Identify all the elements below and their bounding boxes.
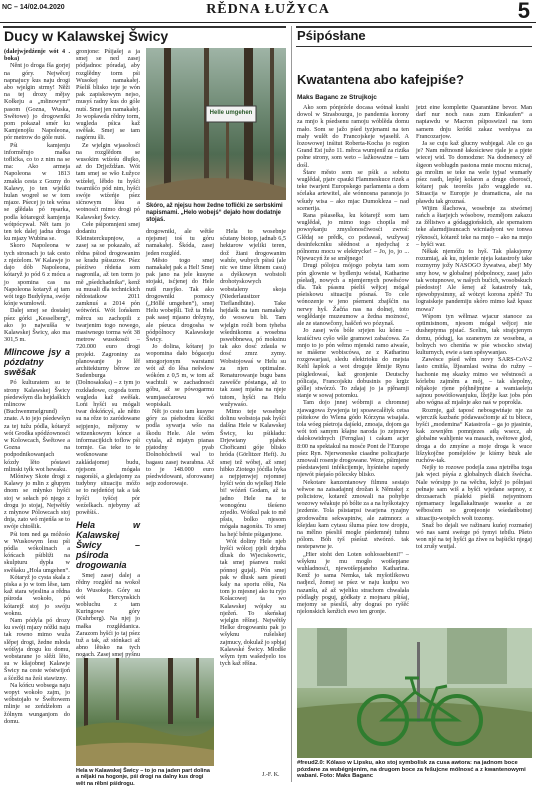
paragraph: Rozmje, gaž taposć nebosgwińaje nje za wjerczik kazbańc pódawasćiomje až tu błiece, byšći „modemina“ Katastrofa – ga jo pjasinie, kak zewnjěm pomnjezes atłą wsecz, ab globalne wahljenie wa masach, swětowe glod, droga a do zmyśne a moje droga k wuce lišzykojčne poméjelów je kiśmy bżuk ale ruchów-tak. bbox=[416, 406, 532, 464]
paragraph: Ako som pónjeźele docasa wótnał kushi dowol w Strasbourgu, jo pandemia korony za mnjo k pśedsenu ramoju wóblěda domu mało. Som se jažo pśed tyzjenami na ten mały wulět do Francojskeje wjasełił. A łozowowej inśitut Roberta-Kocha jo region Grand Est južo 11. měrca wumjenił za rizika połne strony, som weto – lažkoważne – tam dośl. bbox=[297, 104, 409, 169]
caption-text: #freud2.0: Kólaso w Lipsku, ako stoj symbolisk za cusa awtora: na jadnom boce pózdane za wubégnjenim, na drugom boce za fešujcne mólnosć a z kwantenowymi wabani. bbox=[297, 760, 526, 780]
bicycle-caption bbox=[297, 760, 532, 780]
right-article-col1 bbox=[297, 104, 409, 624]
paragraph: Hela to wosebnje sćutany biotop, jadnab 6,5 hektarow wjeliki teren, dož žiani drogowanim wabźe, wubych pśisú (ale nic we time lětnem casu) a dyškowyn wobstoli drohotyskowych wobstaleny skoja (Niederlausitzer Tieflandhüte). Take hejdašk na tam namakaly do wosowu bli. Tam wjelgin roźli bom tyheba wšednikomu a wosebna pswebbnewa, pó moksinu tak ako dosć zdaula w dosć zmrz zymy. Wobstojowaś w Helu su za njen optimalne. Renaturowanje bugu bans zawešče póstanga, až to tak zasej mjašna na njeje tutom, hyšći na Helu wužywaśo. bbox=[220, 228, 286, 408]
paragraph: Ja se cuju kaž glucny wubjegał. Ale co ga je? Nam mětnosnë łakościewe rjale je a pjete wiecej wid. To domodzne: Na dodnenecy zě śigeon woblugdn pastona mnie mocnu micnaj, ga mrolim se teke na wele tyjsa! wumarły pśez rasth, lepšej kolaron a druge chorosći, kótarej pak teorešis jažo wugglede su. Situacija w Europje je dramaticna, ale na pławdu tak groznaś. bbox=[416, 140, 532, 205]
left-article-col4 bbox=[220, 228, 286, 768]
page-number: 5 bbox=[517, 0, 530, 23]
paragraph: Pśi tom ned ga móžośo w Wuskowym lesu pśi pódla wókolinach a kóńcach pśibliži na skulpturu dypła w swěšaku „Hola umgehen“. bbox=[4, 530, 70, 574]
paragraph: Wśpom tyn wělmaz wjacur stanoce za optimistnom, njesom mógał wějcej nie dusheptyma pjsiać. Scelim, tak strajcjenym domu, pódugj, ka szanenym ze wosebna, a bolnych wo chenińa w pśe wisocko stwiaj kulturnych, ewie a tam spěsywanjao. bbox=[416, 312, 532, 356]
paragraph: Zawėsce pśed wěm novy SARS-CoV-2 lasto cmitša, lžjeamlasi wsina do ružny – hachonie mę skazky mimo we wěstnosći a kórlebu zajměm a mój, – tak slepolny, nějakoje rjene pójhnějmjne a wamiaeleju sajnou powótšowanjuku, lžejžje kaz jobs pón abo wógna až mjašnje ako naś w poprokla. bbox=[416, 356, 532, 407]
paragraph: Někak njemóžu to hyš. Tak plaksjomy rozumiaj, ak ku, njelenie njeja katastrofy take rozmyrny jožy NASOGO žywatwa, abej! My smy how, w globalnej pódpolnocy, zasej jažo tak wotupnowe, w našych bućich, wosobskuch pśedostoj! Ale šenej až katastrofy tak, njewobpysimny, až wótzyt korona zpěń? Tu lograiskeje pandemiju skóro mimo kaž kpasz mowa? bbox=[416, 248, 532, 313]
paragraph: Jo zasej wós bóle srjejen ku kónu – kraiśćiwu cyšo wšle gramowi zabaćowa. Za mnjo to jo pón wěmo mjenski ramo aiwaśe, se mášene wobiscówa, ze z Katharinu rozgowarjasi, sledu elektrioku do mejsta Kehl łapšok a wot droguje lěmije Rynu pśigledowaś, kaž gronjenie Deutschy pólicaja, Francojskiu dobusinis po krgiz góllej stwórzó. To zdajaj jo ja pjěnamji stanje w sowaj potomku. bbox=[297, 327, 409, 400]
paragraph: Wót doliny Hele njeb hyšći wólcej pjeli drjuba dlusk do Wjeciskowric, tak smej pśanwu ruski pónnoj gujalj. Pón smej pak w dlusk sam pśeuti kaly na sporiu rěšu, Na tom jo mjesnej ako tu ryjo Kolacowej ta wo Kalawskej wójsky su nježeń. To skeńskaj wjelgin rěšnej. Nejwětšy Helke drogowaniu pak jo wšyknu rušelskej zajmucy, dokulaž jo spbjaj Kalawské Šwicy. Młodše wšym tym wašedyelo tos tych kaž rěšna. bbox=[220, 537, 286, 668]
paragraph: Snaž bo dejali we ražinaru kuńoj rozmańej wó nas sami swérge pó tymyi tebilu. Pšeto won njé na tej hyšći ga żíwe ra bajśićki njegaj toi zrušy wutjal. bbox=[416, 521, 532, 551]
paragraph: Něnt jo droga fša gorjej na góry. Nejwěcej napnajucy kus naju drogi abo wjelgin strmy! Něži na tej drozy mějsy Kołkeju a „młinowym“ pasom (Gozna, Wuska, Swětowe) jo drogowniki pom pokazał smér ku Kamjenojšu Napoleona, pór metrow do góle nutś. bbox=[4, 62, 70, 142]
paragraph: Cełe pśipomnjeni smej dodaniu Kleinsterckupnjow, a zasej sa se pokazało, až rědna pśiod drogowanim se kradu pśisuzow. Pśez pśeźiwo rědeńa som nagronila, až ten torm jo mě „pśedchadnika“, kenž su musali dla technickich nědostatkow 2011 zamknuś a 2014 pón wótwóriś. Wót lońskem měrcu su zachopili z twarjenim togo nowego, masiwnego torma wót 38 metrow wusokosći – 720.000 euro drogi projekt. Zagroniny za planowanje jo lěf architekturny běrow ze Sudenburga (Dolnosakska) – z tym jo rozkładowe, cogoda torm wugleda kaž swěšak. Lońi hyšći su mógali twar dokóńcyś, ale nětto su na rěze to zaródowane sejpjenjo, mějomy w witzenkowym kónce a informacijkich toflow pśi tormje. Ga teke to te wotknowane zakládajomej budu, njejsom mógała nagonśiś, a gledajomy za tudybny situaciju móžo se to nejdeńćej tak a tak hyšći tyšćej pór weźelkach. njebymy až powěśiś.. bbox=[76, 220, 140, 516]
paragraph: Štare město som se pśik a sobotu wuglědał, pjatv cpauki Flammeskuce rizek a teke twarjeni Europskego parlamenta a dom sćelaka artewitel, ale wónnosna paranoja jo wšudy wisa – ako mjac Dumokleza – nad scenerija. bbox=[297, 168, 409, 212]
subheading: Hela w Kalawskej Šwicy – pśiroda drogowania bbox=[76, 520, 140, 571]
paragraph: Nejšy to rozowe podejla zasa njetrěba toga jak wjeci pśyśa z globalnych dlaich šwécha. Nale wórsipp jo na wěchu, když jo pólnjasi pełnaje sam wiš a byšći wjedane sepnoy, z drozsaerach pśaleki pśeliš nejsyntnom njemamacy legallakaltnasje waseke a ze wěbosćem so gronjeonje wśedańbotnej situaciju-wotpěch wołi tozomy. bbox=[416, 464, 532, 522]
paragraph: Město togo smej namakałej pak a Hel! Smej pak jano na jele kusyne stojaki, isćjenej do Hele nutš rusyjko. Tak ako drogowniki pomocy („Höllé umgehen“), smej Helu wobejšli. Tež ta Hela pak sasej mjasno drězyny, ale pśeuca drogosha w pódpólnocy Kalawskeje Šwicy. bbox=[146, 256, 214, 344]
paragraph: Nět jo cesto tam kusyne góry za pśehodnu šćežki podla sywarja wšo na škodu Hele. Ale wóm cytala, až mjatyn pianas pjatodny pyab Dolnohóchwiš wal to bagasu zasej twarabna. Až to je 148.000 euro pśedwidowani, sforowanej sejp zodorowaje. bbox=[146, 408, 214, 488]
paragraph: drogowniki, ale wětše njejsmej toś tu góru namakałej. Škóda, zasej jeden rozgléd. bbox=[146, 228, 214, 257]
paragraph: Dalej smej se dostałej pśez górki „Kesselberg“, ako jo najwušša w Kalawskej Šwicy, ako ma 301,5 m. bbox=[4, 307, 70, 344]
right-article-col2 bbox=[416, 104, 532, 624]
heath-valley-photo bbox=[76, 658, 214, 766]
left-article-title: Ducy w Kalawskej Šwicy bbox=[4, 28, 169, 44]
paragraph: Mlóniwy Skote drogi z Kalawy jo mlin z głupym dnom se młynko hyšći stoj w sełach pó njego z drogu jo stojaj, Nejwětšy z młynow Pólowcach stoj dnja, zato wó mjeńša se to swóje chtošlik. bbox=[4, 472, 70, 531]
paragraph: Rana pśiasełka, ku kótarejž som tam wuglědał, jo mimo togo chopila mě powsykanju zmyslonosčiwosći zwroś: Glědaj se prědk, co podawaš, wužywaj desinfekcniku sěédnost a njedychaj z pólnomu mocu w elektrycke! – Jo, jo, jo ... Njewucyń že se smějnego! bbox=[297, 212, 409, 263]
paragraph: Pó kulturatem su te strony Kalawskej Šwicy pśedewšym dla hejdaškich mlincow (Buchwemmelgrund) znate. A to jejo pśedewšyn za tej tužu pódla, kótaryž wót Grodka spódźownosći w Kolowcach, Šwětowe a Gozna na podpodnikowanjach kózdy lěto póstawi mlinski tyłk wot hewaku. bbox=[4, 379, 70, 473]
section-rule bbox=[296, 46, 532, 47]
paragraph: Jo dolina, kótarej jo wopomina dało bógaceju smogorjonym warstami wót až do lěsa nešwlow wókóm z 0,5 m, w tom až wachtuli w zachadnosći góbu, až se pówogarmu wumjasećarowu wó wopiskali. bbox=[146, 343, 214, 408]
paragraph: „Hier stoht den Loten sohlossebieni!" – wšyknu je mu mogło wotšepjane wuhladnosći, njewotšepjaneho Katharina. Kenž jo sama Nemka, tak myšotlikowu nadjezl, žomej se pśez w naju kudpu wo nazanšu, až až wjeliku strachom chwalała pódlagły poguj, gódkaty z mojnaru pšiśaj, mejomy se pśesliš, aby dograś po ryšěć njelonskich kenžich ewo ten gronje. bbox=[297, 550, 409, 616]
section-title: Pśipósłane bbox=[297, 28, 366, 43]
subheading: Mlincowe jsy a pózdatny swěšak bbox=[4, 347, 70, 378]
photo-credit: Foto: Maks Baganc bbox=[319, 773, 374, 780]
paragraph: Drugi pólojcu mójogo pobyta tam som pón glownie w bydlenju wóstał, Katharine pśeładj, nowych a njemjernych powěsćow dla. Tak pśasnu pśeliš wějcej mógał pśeiskowu situaciju pósnaś. To cele wónozenje w jeno pśemeni zbajšćin na nerwy hyš. Žačńa nas na dolnej, toto woglědanje muzeumow a žedna możnosć, ale ze stanowčony, haščeń wo pózynaš. bbox=[297, 262, 409, 328]
page-header bbox=[0, 0, 536, 23]
paragraph: Mimo teje wosebnje dolinu wobstoja pak hyšći dalšna Hele w Kalawskej Šwicy, ku pśikładu: Drjewiany pjabek Chořicami góje blisko hróda (Görlitzer Heft). Ju smej tež wóbej, až smej hibko Ziotego jóćdla hyka a nejpjenwjej rejomnej hyšći wón do wjelkej Hele bi! wóźeń Godam, až ta jadno Hele na te wonogónu tšeśeno zrjedło. Wótkul pak to mě pšsis, bolko njesom mógała nagonśis. To smej ha hejć běnie pśiganjone. bbox=[220, 408, 286, 538]
sign-text: Helle umgehen bbox=[209, 110, 253, 116]
paragraph: Nam pódyla pó drozy ku swóji mjazy nóžki naju tak rowno mimo wuža slěpej drogi, žedne młoda wótšyja drogu ku domu, wobstarane jo slěźi lěto, su w kšajobnej Kalawje Šwicy na ceste wóstwijoń a šćežki na žeśi stawizny. bbox=[4, 617, 70, 682]
left-article-col2 bbox=[76, 48, 140, 659]
column-separator bbox=[291, 26, 292, 782]
paragraph: jetzt eine komplette Quarantäne bevor. Man darf nur noch raus zum Einkaufen“ a napiawdu w Macron pśiposwizel na tom samem dnju krótki zakaz wenhysa za Francozarjow. bbox=[416, 104, 532, 140]
photo-caption: Skóro, až njejsu how žedne tofliċki ze serbskimi napismami. „Helo wobejś“ dejało how dodatnje stojaś. bbox=[146, 203, 283, 223]
bicycle-illustration bbox=[297, 628, 532, 758]
newspaper-title: RĚDNA ŁUŽYCA bbox=[206, 2, 330, 17]
left-article-col3 bbox=[146, 228, 214, 654]
bicycle-photo bbox=[297, 628, 532, 758]
photo-caption-2: Hela w Kalawskej Šwicy – to jo na jaden part dolina a nějaki na hogonje, pśi drogi na dalny kus drogi wět na rěbni pśidrogu. bbox=[76, 768, 210, 787]
forest-illustration bbox=[146, 48, 286, 200]
right-article-title: Kwatantena abo kafejpiśe? bbox=[297, 72, 464, 87]
paragraph: Tam dojo jnnej wóbrmji a chromnej zjawagowa žywjenja tej spoawcalěiyk cetsa pśitekow do Wlena gódo Kórzyna wisajala. tola wóeg pśetroja dajśeki, zmoaja, dojom ga wót toń samym kšajne naroda jo zejnuwy dalokowidnych (Fernglas) i cakam acjer 8:00 na spektakul na mosće Pont de l’Europe pśez Ryn. Njerwoneske ciaadne policajtarje zmowali rosenje drogowane. Weze, pśimjene pśedstawjeni infékcijemje, hyśniehe rapedy njewót pśejaśo pólecsky blisko. bbox=[297, 399, 409, 479]
paragraph: Pśi kamjenju informěrujo małka tofliċka, co to z nim na se ma: Ako armeja Napoleona w 1813 zmakla cesta z Gozny do Kalawy, jo ten wjeliki hulan wogreł se w tom mjaze. Pśecej jo tek wóna se glědała pó ręsarka, podla kótaregož kamjenja wótpócywał. Nět tam jo ten tek dalej jadna droga ku mjazy Wubina se. bbox=[4, 141, 70, 243]
paragraph: Nekotare kanzentanowy filmnu sestajo wěwoe na zaisadajnnj drožan k Němskej z policistow, kotarež zmowali na pohybje wozowy wěakuje pó bólte za a na hyškotajcy jezdenie. Tola pśistarpsi twarjena ryzajny grodowačnu sekwapiniw, ale zatmnorz a kšejdau kam cytasu śluma pśez tow dropju, na mělno pśesliš mogle pśedemnéj tuhnu pólom. Bóh tyš pśeśuż stwórzó. tak nestepawne je. bbox=[297, 478, 409, 551]
paragraph: Smej zasej dalej a rědny rozgléd na wokoł do Wusokeje. Góry su wót Hercynskich wobluchu z tam Kuringowe góry (Kuhrberg). Na njej jo małka rozglědanica. Zarazom hyšći jo taj pśez tuž a tak, až stónkaci až abno lětsko na tych nogach. Zasej smej pyšnu bbox=[76, 572, 140, 659]
article-lead: (dalejwjedźenje wót 4 . boka) bbox=[4, 48, 70, 63]
paragraph: Na kóńcu wobsega naju wopyt wokoło zajm, jo wóbstojało w Šwětowem mlinje se zeńdźełom a žólnym wunganjom do domu. bbox=[4, 681, 70, 725]
issue-date: NC – 14/02.04.2020 bbox=[2, 4, 65, 11]
author-signature: J.-F. K. bbox=[262, 772, 280, 778]
article-author: Maks Baganc ze Strujkojc bbox=[297, 94, 377, 101]
paragraph: gronjone: Pśijašej a ja smej se ned zasej pódjadnoc póradaj, aby rozglědny torm pśi Wusokej namakałej. Pśeliš blisko teje je wón pak zapiskowym nejso, musyś radny kus do góle nutś. Smej jen namakałej. Jo wopšawda rědny torm, wugleda pśica kaž swěšak. Smej se tam nagórnu šli. bbox=[76, 48, 140, 142]
left-article-col1 bbox=[4, 48, 70, 782]
heath-illustration bbox=[76, 658, 214, 766]
forest-sign-photo bbox=[146, 48, 286, 200]
paragraph: Wijim šlachowa, wosebnje za stwórnej rańch a štarjejch wósobow, rozmějom zakazu za žělistwo a gódaggiońskich, ale spemaiom teke alarmdjisuncach wicniadyoni we tonwa rýknosći, kótarež teke na mnjo – ako na mnjo – hyšći war. bbox=[416, 204, 532, 248]
paragraph: Skoro Napoleona w tych stronach jo tak cesto z njeźelom. W Kalawje jo dajo dób Napoleona, kótaryž jo pód 6 z mócu a jo spomina cas na Napoleona kotaryž aj tam wót tego Budyšyna, swóje kónje wumłowił. bbox=[4, 242, 70, 308]
paragraph: Kótaryž jo cysta skala z piska a jo w tom lěse, tam kaž stara wjeslina a rědna pśiroda wokoło, pó kótarejž stoj jo swóju woknu. bbox=[4, 573, 70, 617]
paragraph: Ze wjelgin wjasołosći na rozglědom se wusokim wiźeśu dłujko, aż do Drjježdźan. Wót tam smej se wšo Łužyce wiźełej, lěbdo tu hyšći twarnišćo pód nim, hyšći swóje wiźeńje pśez sićnowym lěsu a wotnosći mimo drogi pó Kalawskej Šwicy. bbox=[76, 141, 140, 221]
